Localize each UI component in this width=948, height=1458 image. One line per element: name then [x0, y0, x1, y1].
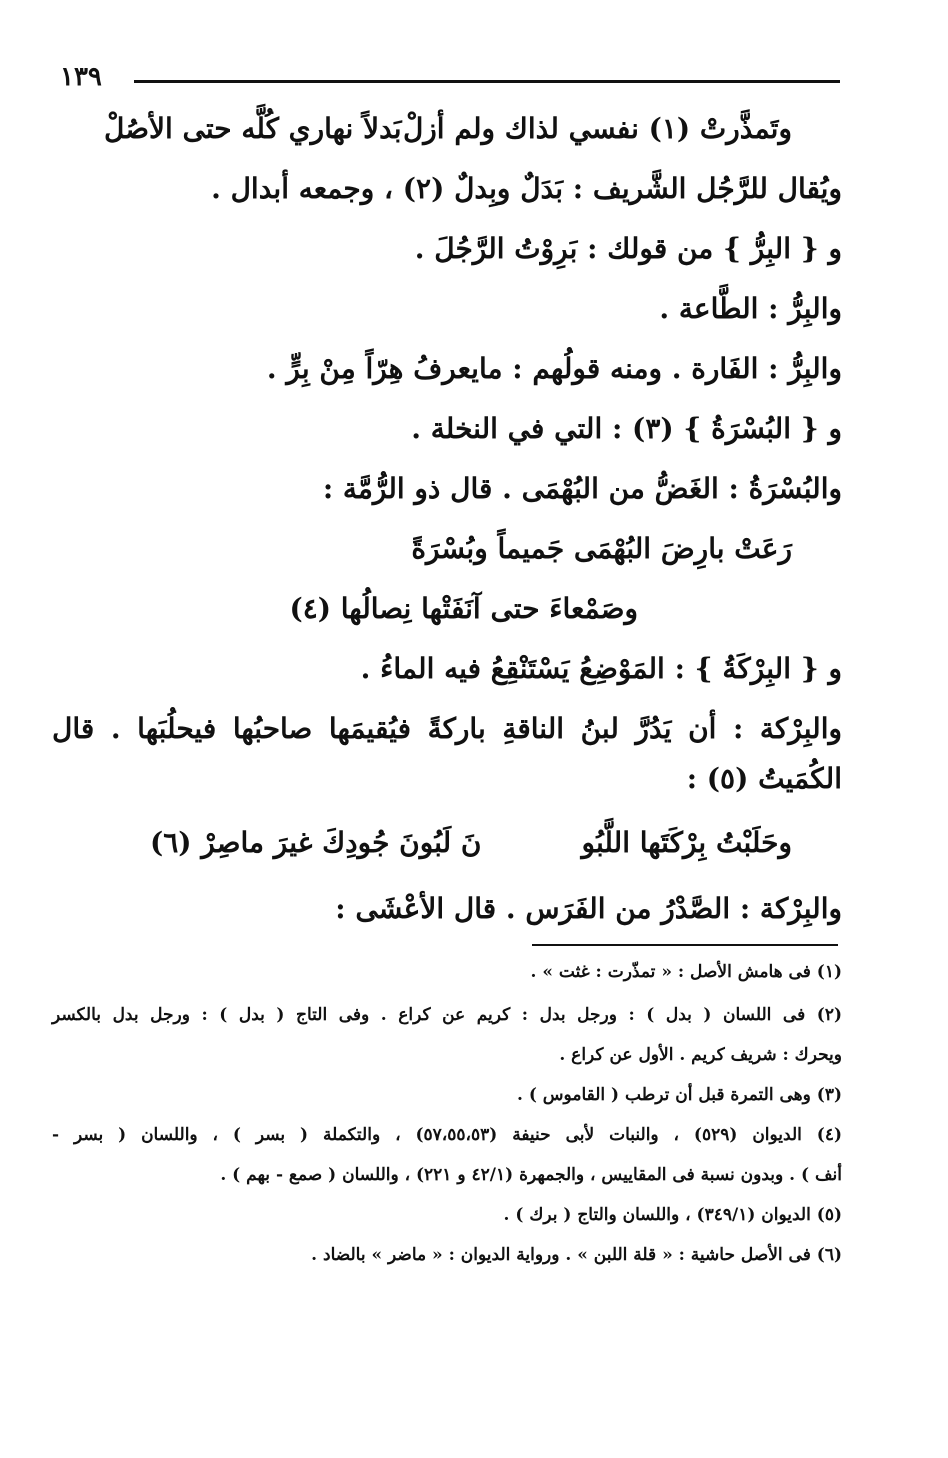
verse-3-right-hemistich: وحَلَبْتُ بِرْكَتَها اللَّبُو — [581, 826, 792, 859]
footnote-separator — [532, 944, 838, 946]
text-line-2: و { البِرُّ } من قولك : بَرِوْتُ الرَّجُلَ . — [414, 232, 842, 265]
verse-2-line-2: وصَمْعاءَ حتى آنَفَتْها نِصالُها (٤) — [289, 592, 638, 625]
paragraph-birka-line-2: الكُمَيتُ (٥) : — [686, 762, 842, 795]
verse-1-right-hemistich: وتَمذَّرتْ (١) نفسي لذاك ولم أزلْ — [402, 112, 792, 145]
page-number: ١٣٩ — [60, 62, 102, 92]
footnote-5: (٥) الديوان (٣٤٩/١) ، واللسان والتاج ( برك ) . — [503, 1205, 842, 1225]
text-line-last: والبِرْكة : الصَّدْرُ من الفَرَس . قال الأعْشَى : — [335, 892, 842, 925]
text-line-6: والبُسْرَةُ : الغَضُّ من البُهْمَى . قال ذو الرُّمَّة : — [322, 472, 842, 505]
footnote-1: (١) فى هامش الأصل : « تمذّرت : غثت » . — [530, 962, 842, 982]
header-rule — [134, 80, 840, 83]
text-line-3: والبِرُّ : الطَّاعة . — [659, 292, 842, 325]
footnote-6: (٦) فى الأصل حاشية : « قلة اللبن » . ورواية الديوان : « ماضر » بالضاد . — [311, 1245, 842, 1265]
footnote-2-line-1: (٢) فى اللسان ( بدل ) : ورجل بدل : كريم عن كراع . وفى التاج ( بدل ) : ورجل بدل بالكسر — [52, 1005, 842, 1025]
verse-1-left-hemistich: بَدلاً نهاري كُلَّه حتى الأصُلْ — [104, 112, 402, 145]
verse-3-left-hemistich: نَ لَبُونَ جُودِكَ غيرَ ماصِرْ (٦) — [150, 826, 482, 859]
page-header — [60, 62, 840, 102]
verse-2-line-1: رَعَتْ بارِضَ البُهْمَى جَميماً وبُسْرَةً — [411, 532, 792, 565]
text-line-1: ويُقال للرَّجُل الشَّريف : بَدَلٌ وبِدلٌ (٢) ، وجمعه أبدال . — [211, 172, 842, 205]
footnote-2-line-2: ويحرك : شريف كريم . الأول عن كراع . — [559, 1045, 842, 1065]
text-line-birka: و { البِرْكَةُ } : المَوْضِعُ يَسْتَنْقِعُ فيه الماءُ . — [360, 652, 842, 685]
text-line-5: و { البُسْرَةُ } (٣) : التي في النخلة . — [411, 412, 842, 445]
footnote-3: (٣) وهى التمرة قبل أن ترطب ( القاموس ) . — [517, 1085, 842, 1105]
text-line-4: والبِرُّ : الفَارة . ومنه قولُهم : مايعرفُ هِرّاً مِنْ بِرٍّ . — [266, 352, 842, 385]
paragraph-birka-line-1: والبِرْكة : أن يَدُرَّ لبنُ الناقةِ باركةً فيُقيمَها صاحبُها فيحلُبَها . قال — [52, 712, 842, 745]
footnote-4-line-1: (٤) الديوان (٥٢٩) ، والنبات لأبى حنيفة (٥٧،٥٥،٥٣) ، والتكملة ( بسر ) ، واللسان ( بسر - — [52, 1125, 842, 1145]
footnote-4-line-2: أنف ) . وبدون نسبة فى المقاييس ، والجمهرة (٤٢/١ و ٢٢١) ، واللسان ( صمع - بهم ) . — [220, 1165, 842, 1185]
